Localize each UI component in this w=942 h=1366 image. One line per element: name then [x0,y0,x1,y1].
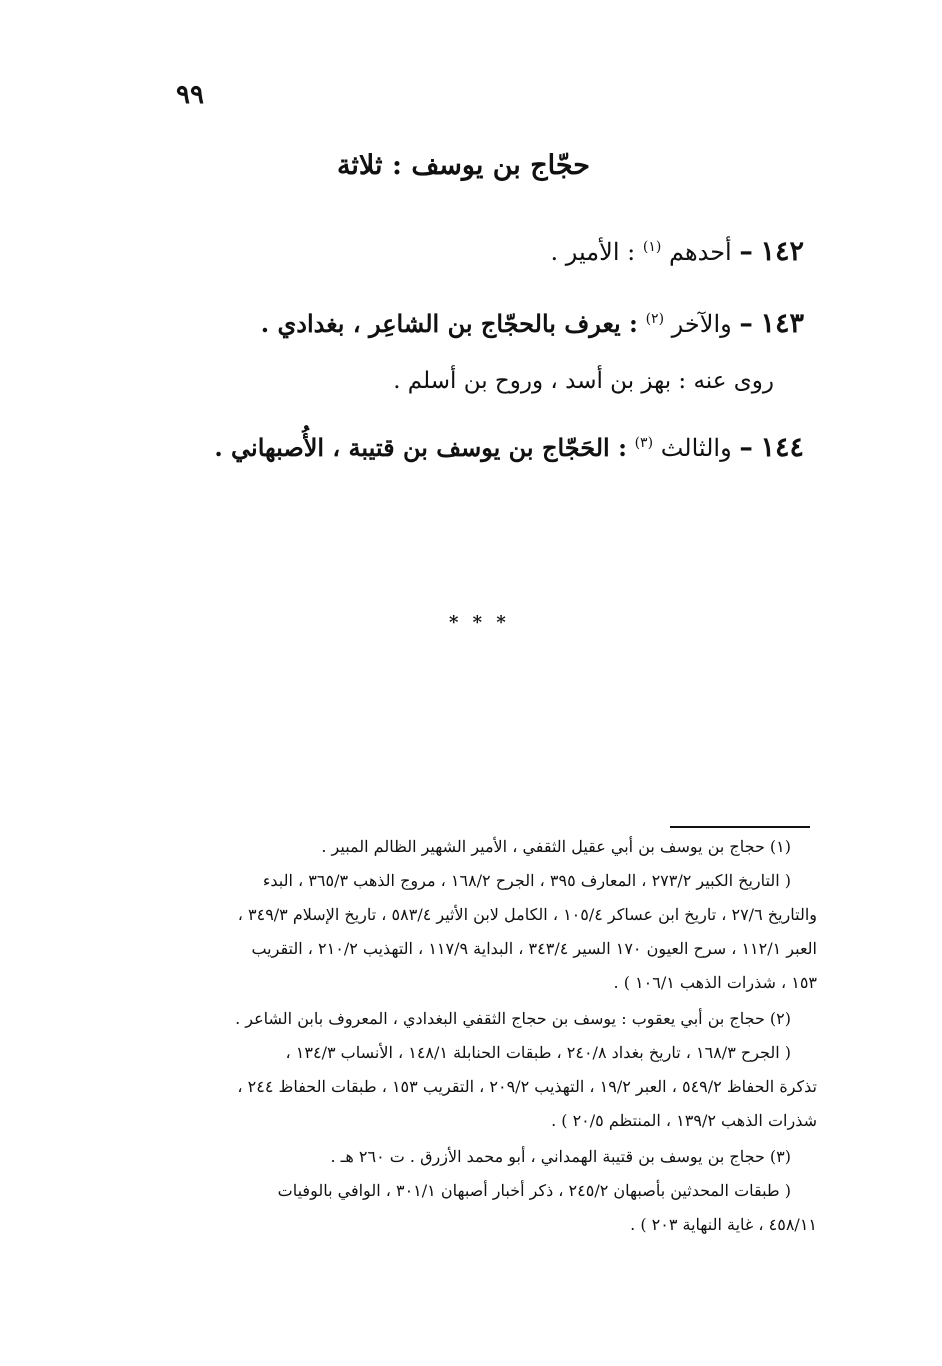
footnote-line: (٣) حجاج بن يوسف بن قتيبة الهمداني ، أبو محمد الأزرق . ت ٢٦٠ هـ . [330,1147,791,1166]
entry-number: ١٤٢ [760,236,804,267]
section-heading: حجّاج بن يوسف : ثلاثة [336,150,590,181]
footnotes [145,830,817,1242]
footnote-line: تذكرة الحفاظ ٥٤٩/٢ ، العبر ١٩/٢ ، التهذيب ٢٠٩/٢ ، التقريب ١٥٣ ، طبقات الحفاظ ٢٤٤ ، [237,1077,817,1096]
entry-name: أحدهم [668,238,732,266]
entry-text: : يعرف بالحجّاج بن الشاعِر ، بغدادي . [260,309,638,338]
footnote-mark: (٢) [645,311,665,327]
entry-number: ١٤٣ [760,308,804,339]
footnote-line: (١) حجاج بن يوسف بن أبي عقيل الثقفي ، الأمير الشهير الظالم المبير . [321,837,791,856]
footnote-3 [145,1140,817,1242]
entry-dash: – [739,236,753,267]
footnote-line: ( الجرح ١٦٨/٣ ، تاريخ بغداد ٢٤٠/٨ ، طبقات الحنابلة ١٤٨/١ ، الأنساب ١٣٤/٣ ، [285,1043,791,1062]
footnote-line: ٤٥٨/١١ ، غاية النهاية ٢٠٣ ) . [630,1215,817,1234]
footnote-mark: (٣) [634,435,654,451]
footnote-1 [145,830,817,1000]
entry-143-narrators: روى عنه : بهز بن أسد ، وروح بن أسلم . [393,368,774,394]
entry-number: ١٤٤ [760,432,804,463]
entry-text: : الحَجّاج بن يوسف بن قتيبة ، الأُصبهاني . [214,433,627,462]
section-separator: * * * [449,612,510,633]
entry-name: والثالث [660,434,732,462]
footnote-2 [145,1002,817,1138]
footnote-line: العبر ١١٢/١ ، سرح العيون ١٧٠ السير ٣٤٣/٤ ، البداية ١١٧/٩ ، التهذيب ٢١٠/٢ ، التقريب [251,939,817,958]
page-number: ٩٩ [176,80,204,110]
entry-dash: – [739,432,753,463]
footnote-line: والتاريخ ٢٧/٦ ، تاريخ ابن عساكر ١٠٥/٤ ، الكامل لابن الأثير ٥٨٣/٤ ، تاريخ الإسلام ٣٤٩/٣ ، [237,905,817,924]
footnote-line: ١٥٣ ، شذرات الذهب ١٠٦/١ ) . [613,973,817,992]
footnote-mark: (١) [642,239,662,255]
footnote-line: شذرات الذهب ١٣٩/٢ ، المنتظم ٢٠/٥ ) . [551,1111,817,1130]
footnote-line: (٢) حجاج بن أبي يعقوب : يوسف بن حجاج الثقفي البغدادي ، المعروف بابن الشاعر . [235,1009,791,1028]
footnote-divider [670,826,810,828]
entry-143 [261,308,804,339]
footnote-line: ( التاريخ الكبير ٢٧٣/٢ ، المعارف ٣٩٥ ، الجرح ١٦٨/٢ ، مروج الذهب ٣٦٥/٣ ، البدء [262,871,791,890]
footnote-line: ( طبقات المحدثين بأصبهان ٢٤٥/٢ ، ذكر أخبار أصبهان ٣٠١/١ ، الوافي بالوفيات [277,1181,791,1200]
entry-144 [214,432,804,463]
entry-dash: – [739,308,753,339]
entry-text: : الأمير . [550,238,636,266]
entry-name: والآخر [671,310,732,338]
entry-142 [551,236,804,267]
